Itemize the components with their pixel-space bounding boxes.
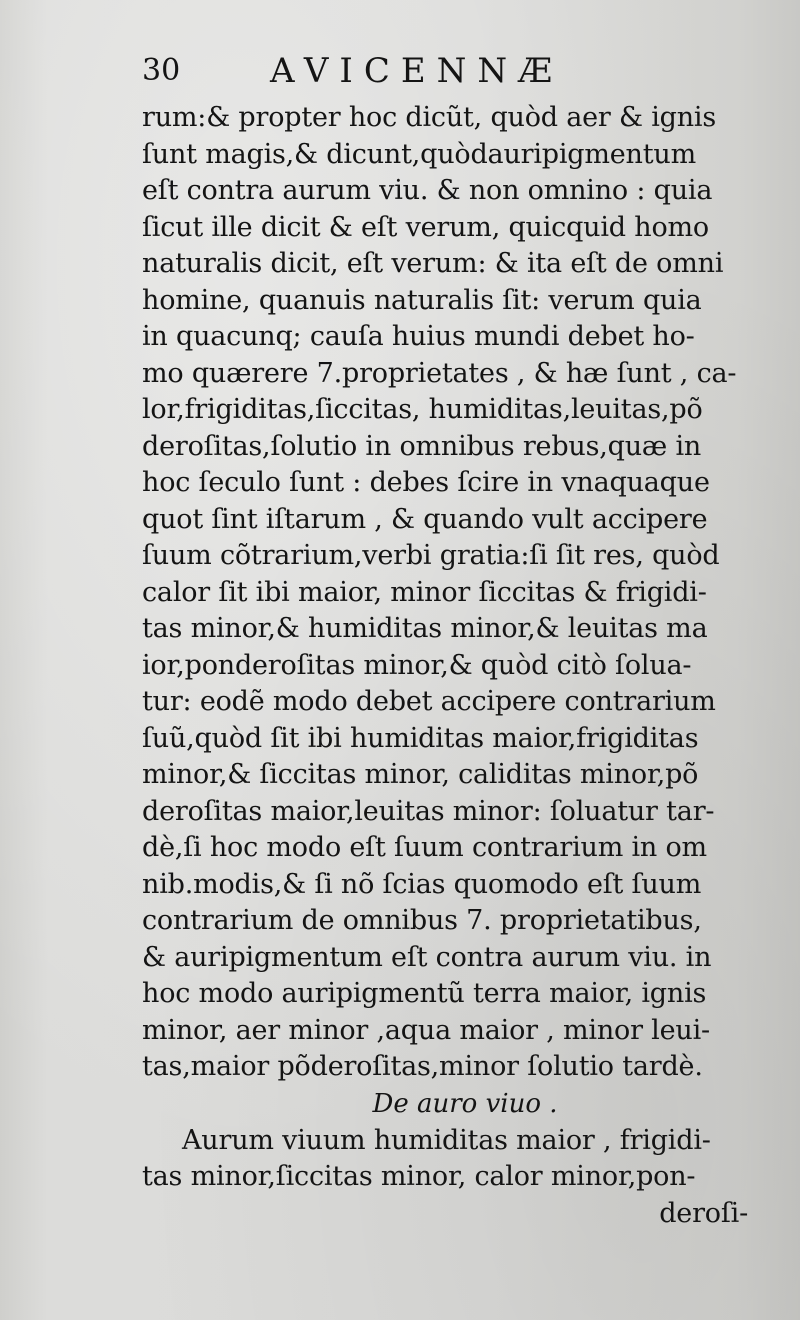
text-block <box>142 48 748 1232</box>
text-line: minor,& ſiccitas minor, caliditas minor,põ <box>142 759 699 790</box>
text-line: tas minor,& humiditas minor,& leuitas ma <box>142 613 708 644</box>
text-line: naturalis dicit, eſt verum: & ita eſt de omni <box>142 248 724 279</box>
body-text <box>142 100 748 1086</box>
text-line: tas minor,ſiccitas minor, calor minor,pon- <box>142 1161 696 1192</box>
text-line: hoc ſeculo ſunt : debes ſcire in vnaquaque <box>142 467 710 498</box>
page-header <box>142 48 748 100</box>
text-line: lor,frigiditas,ſiccitas, humiditas,leuitas,põ <box>142 394 703 425</box>
section-heading: De auro viuo . <box>372 1088 558 1119</box>
text-line: dè,ſi hoc modo eſt ſuum contrarium in om <box>142 832 707 863</box>
text-line: hoc modo auripigmentũ terra maior, ignis <box>142 978 707 1009</box>
text-line: ſuum cõtrarium,verbi gratia:ſi ſit res, quòd <box>142 540 720 571</box>
text-line: ſunt magis,& dicunt,quòdauripigmentum <box>142 138 696 170</box>
text-line: tur: eodẽ modo debet accipere contrarium <box>142 686 716 717</box>
catchword: deroſi- <box>659 1197 748 1229</box>
text-line: mo quærere 7.proprietates , & hæ ſunt , ca- <box>142 357 737 389</box>
text-line: homine, quanuis naturalis ſit: verum quia <box>142 284 702 316</box>
text-line: deroſitas maior,leuitas minor: ſoluatur tar- <box>142 795 715 827</box>
text-line: tas,maior põderoſitas,minor ſolutio tardè. <box>142 1051 703 1082</box>
text-line: eſt contra aurum viu. & non omnino : quia <box>142 175 713 206</box>
text-line: ſicut ille dicit & eſt verum, quicquid homo <box>142 211 709 243</box>
text-line: ior,ponderoſitas minor,& quòd citò ſolua- <box>142 649 692 681</box>
text-line: & auripigmentum eſt contra aurum viu. in <box>142 941 712 973</box>
text-line: ſuũ,quòd ſit ibi humiditas maior,frigiditas <box>142 722 699 754</box>
text-line: calor ſit ibi maior, minor ſiccitas & frigidi- <box>142 576 707 608</box>
page-number: 30 <box>142 53 181 88</box>
text-line: deroſitas,ſolutio in omnibus rebus,quæ in <box>142 430 702 462</box>
running-head: AVICENNÆ <box>270 51 564 91</box>
text-line: minor, aer minor ,aqua maior , minor leui- <box>142 1014 710 1046</box>
text-line: nib.modis,& ſi nõ ſcias quomodo eſt ſuum <box>142 868 702 900</box>
section-text <box>142 1123 748 1233</box>
text-line: Aurum viuum humiditas maior , frigidi- <box>182 1124 711 1156</box>
text-line: in quacunq; cauſa huius mundi debet ho- <box>142 321 695 352</box>
text-line: contrarium de omnibus 7. proprietatibus, <box>142 905 702 936</box>
text-line: rum:& propter hoc dicũt, quòd aer & ignis <box>142 102 717 133</box>
text-line: quot ſint iſtarum , & quando vult accipere <box>142 503 708 535</box>
